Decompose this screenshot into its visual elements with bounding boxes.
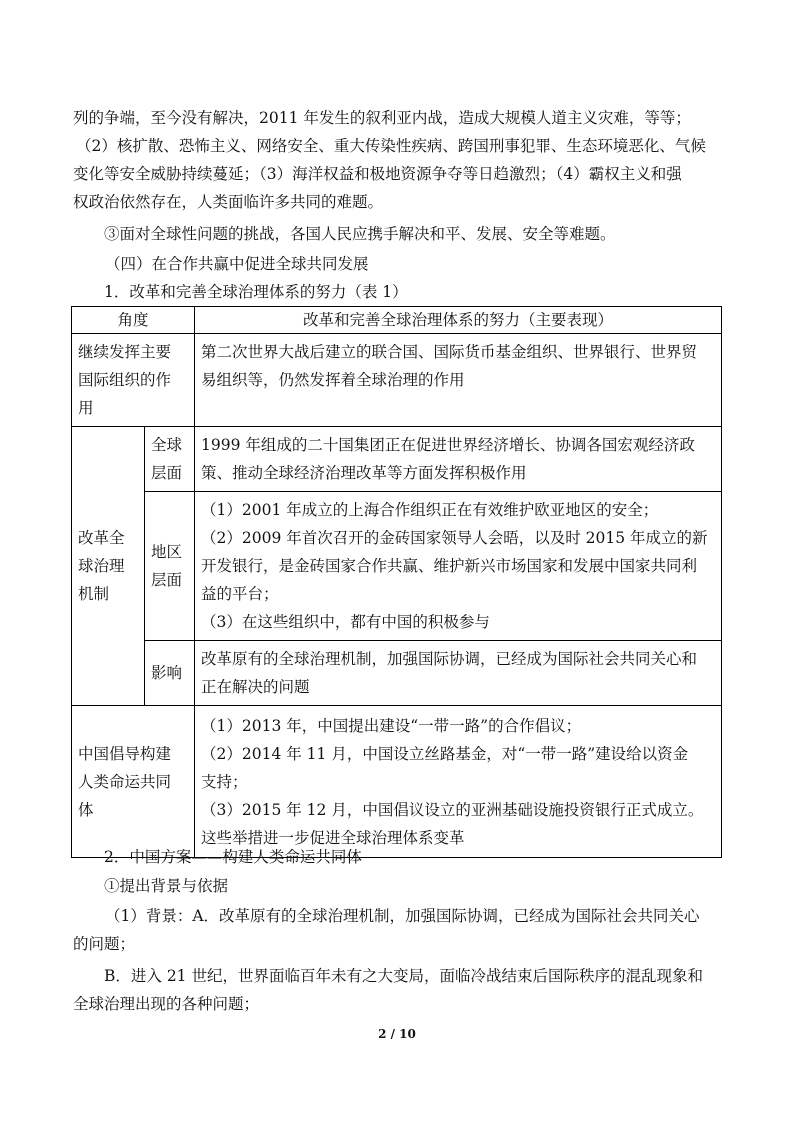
row-content: 改革原有的全球治理机制，加强国际协调，已经成为国际社会共同关心和 正在解决的问题: [195, 641, 722, 706]
paragraph-line: 全球治理出现的各种问题；: [73, 995, 260, 1013]
row-content: （1）2013 年，中国提出建设“一带一路”的合作倡议； （2）2014 年 11 月，中国设立丝路基金，对“一带一路”建设给以资金 支持； （3）2015 年 12 月，中国倡议设立的亚洲基础设施投资银行正式成立。 这些举措进一步促进全球治理体系变革: [195, 706, 722, 858]
sub-label: 影响: [145, 641, 195, 706]
paragraph-line: 变化等安全威胁持续蔓延；（3）海洋权益和极地资源争夺等日趋激烈；（4）霸权主义和强: [73, 165, 682, 183]
paragraph-line: B．进入 21 世纪，世界面临百年未有之大变局，面临冷战结束后国际秩序的混乱现象和: [104, 967, 703, 985]
sub-label: 全球 层面: [145, 427, 195, 492]
row-label: 中国倡导构建 人类命运共同 体: [72, 706, 195, 858]
row-content: （1）2001 年成立的上海合作组织正在有效维护欧亚地区的安全； （2）2009 年首次召开的金砖国家领导人会晤，以及时 2015 年成立的新 开发银行，是金砖国家合作共赢、维护新兴市场国家和发展中国家共同利 益的平台； （3）在这些组织中，都有中国的积极参与: [195, 492, 722, 641]
governance-table: [71, 306, 722, 858]
paragraph-line: ③面对全球性问题的挑战，各国人民应携手解决和平、发展、安全等难题。: [104, 225, 616, 243]
table-row: [72, 334, 722, 427]
paragraph-line: 列的争端，至今没有解决，2011 年发生的叙利亚内战，造成大规模人道主义灾难，等等；: [73, 109, 691, 127]
group-label: 改革全 球治理 机制: [72, 427, 145, 706]
table-row: [72, 706, 722, 858]
paragraph-line: （2）核扩散、恐怖主义、网络安全、重大传染性疾病、跨国刑事犯罪、生态环境恶化、气候: [76, 137, 706, 155]
row-label: 继续发挥主要 国际组织的作 用: [72, 334, 195, 427]
sub-label: 地区 层面: [145, 492, 195, 641]
table-caption: 1．改革和完善全球治理体系的努力（表 1）: [104, 283, 408, 301]
section-heading: （四）在合作共赢中促进全球共同发展: [105, 255, 369, 273]
row-content: 第二次世界大战后建立的联合国、国际货币基金组织、世界银行、世界贸 易组织等，仍然发挥着全球治理的作用: [195, 334, 722, 427]
header-angle: 角度: [72, 307, 195, 334]
table-row: [72, 427, 722, 492]
page-number: 2 / 10: [378, 1027, 416, 1041]
subheading: ①提出背景与依据: [104, 877, 229, 895]
table-header-row: [72, 307, 722, 334]
paragraph-line: （1）背景：A．改革原有的全球治理机制，加强国际协调，已经成为国际社会共同关心: [105, 907, 700, 925]
table-row: [72, 641, 722, 706]
paragraph-line: 权政治依然存在，人类面临许多共同的难题。: [73, 193, 384, 211]
row-content: 1999 年组成的二十国集团正在促进世界经济增长、协调各国宏观经济政 策、推动全球经济治理改革等方面发挥积极作用: [195, 427, 722, 492]
header-efforts: 改革和完善全球治理体系的努力（主要表现）: [195, 307, 722, 334]
table-row: [72, 492, 722, 641]
paragraph-line: 的问题；: [73, 935, 136, 953]
section-heading: 2．中国方案——构建人类命运共同体: [104, 848, 362, 866]
